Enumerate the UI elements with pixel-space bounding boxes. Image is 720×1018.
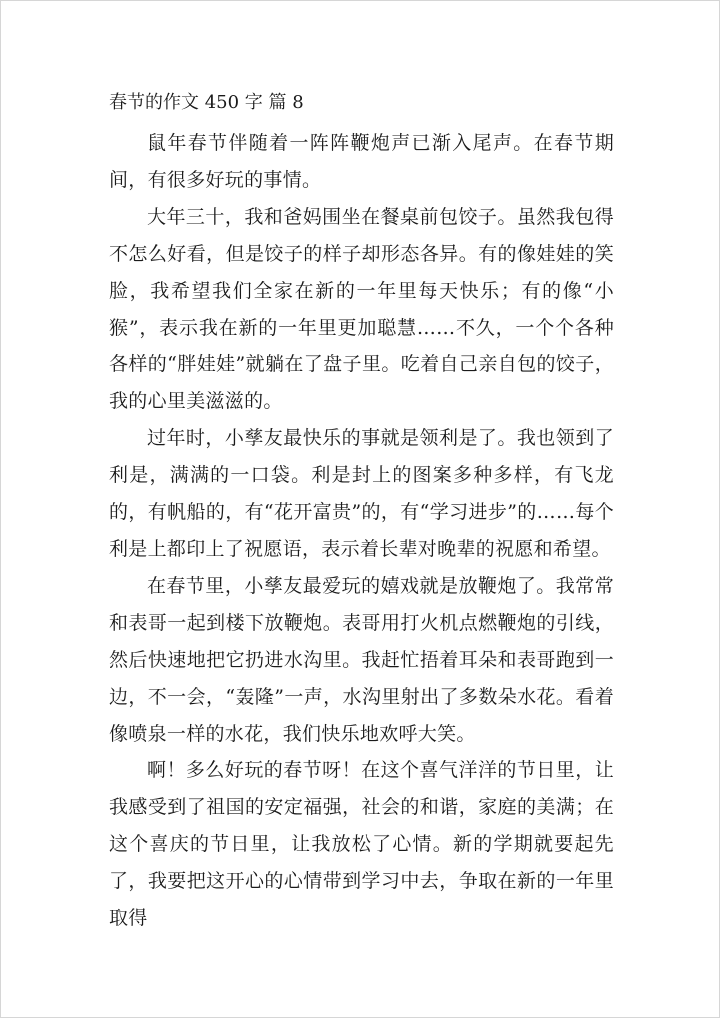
paragraph-3: 过年时，小孳友最快乐的事就是领利是了。我也领到了利是，满满的一口袋。利是封上的图案多种多样，有飞龙的，有帆船的，有“花开富贵”的，有“学习进步”的……每个利是上都印上了祝愿语，表示着长辈对晚辈的祝愿和希望。 — [109, 427, 614, 560]
paragraph-2: 大年三十，我和爸妈围坐在餐桌前包饺子。虽然我包得不怎么好看，但是饺子的样子却形态各异。有的像娃娃的笑脸，我希望我们全家在新的一年里每天快乐；有的像“小猴”，表示我在新的一年里更加聪慧……不久，一个个各种各样的“胖娃娃”就躺在了盘子里。吃着自己亲自包的饺子，我的心里美滋滋的。 — [109, 205, 614, 413]
document-body — [109, 87, 614, 937]
paragraph-5: 啊！多么好玩的春节呀！在这个喜气洋洋的节日里，让我感受到了祖国的安定福强，社会的和谐，家庭的美满；在这个喜庆的节日里，让我放松了心情。新的学期就要起先了，我要把这开心的心情带到学习中去，争取在新的一年里取得 — [109, 759, 614, 930]
document-title: 春节的作文 450 字 篇 8 — [109, 92, 304, 113]
paragraph-4: 在春节里，小孳友最爱玩的嬉戏就是放鞭炮了。我常常和表哥一起到楼下放鞭炮。表哥用打火机点燃鞭炮的引线，然后快速地把它扔进水沟里。我赶忙捂着耳朵和表哥跑到一边，不一会，“轰隆”一声，水沟里射出了多数朵水花。看着像喷泉一样的水花，我们快乐地欢呼大笑。 — [109, 574, 614, 745]
paragraph-1: 鼠年春节伴随着一阵阵鞭炮声已渐入尾声。在春节期间，有很多好玩的事情。 — [109, 132, 614, 191]
